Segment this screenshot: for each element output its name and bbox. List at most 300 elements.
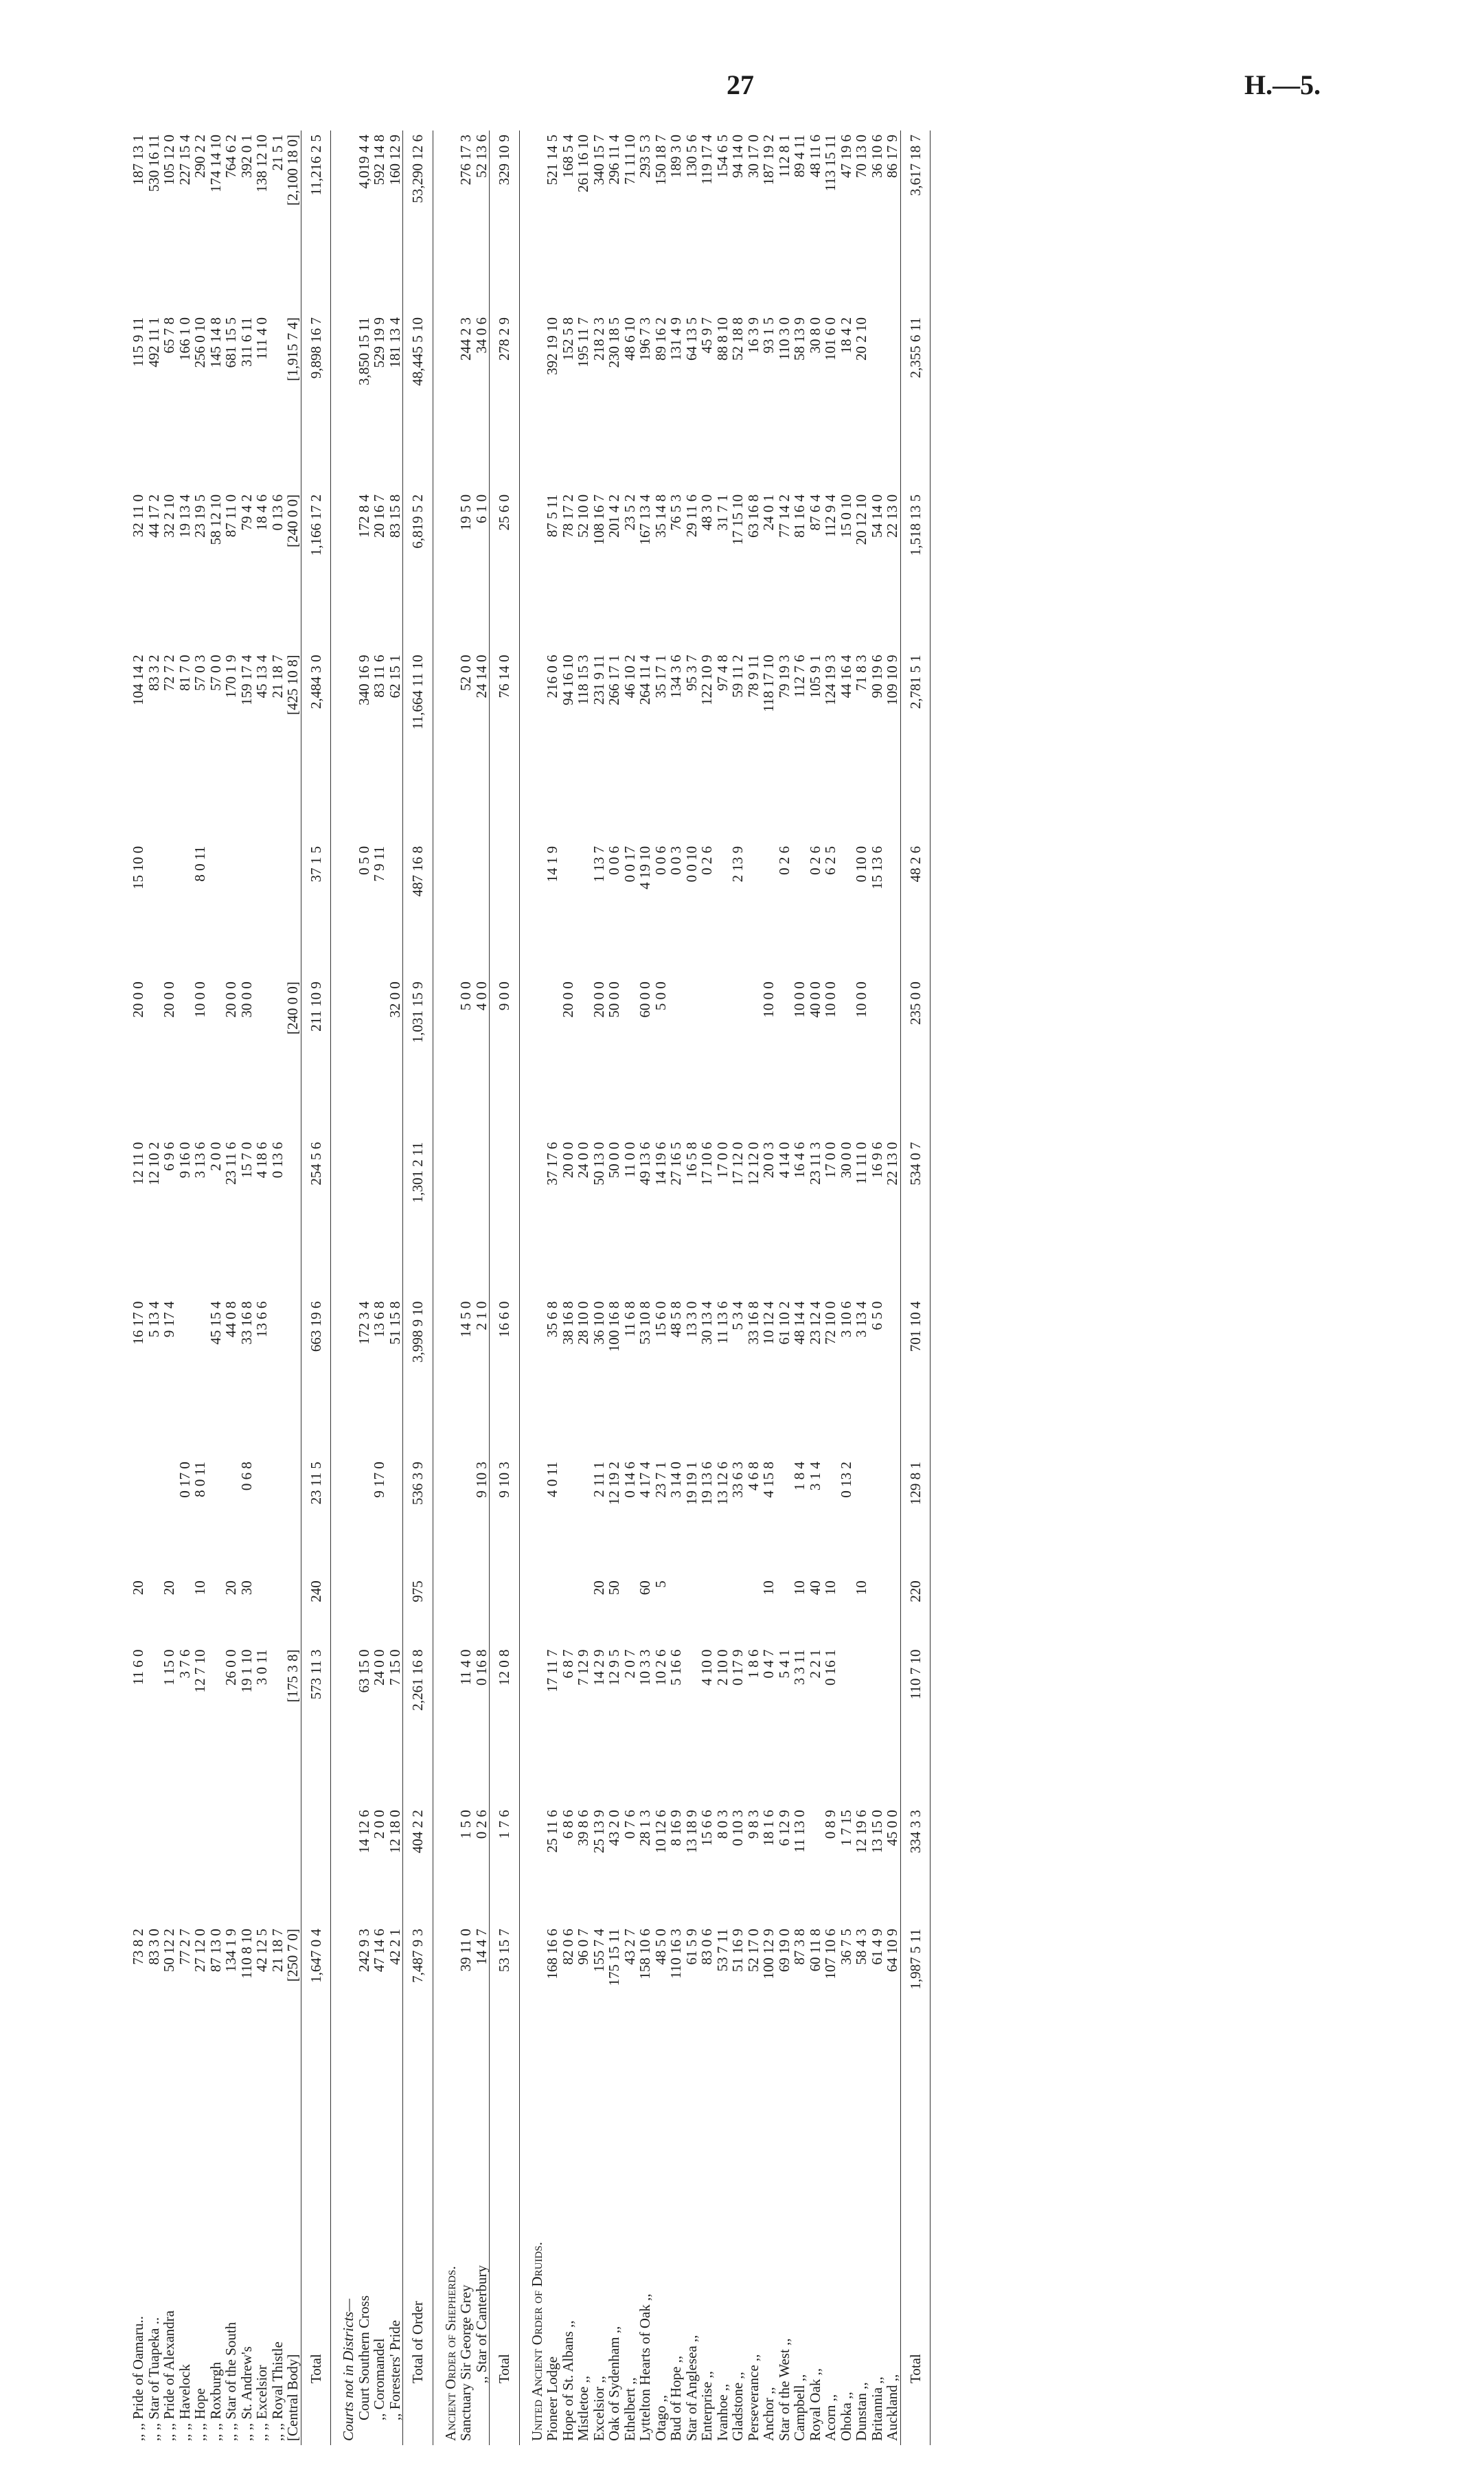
cell-col-11: 79 4 2 [238,494,255,531]
table-row [239,130,255,2445]
cell-col-10: 21 18 7 [269,655,286,699]
cell-col-12: 392 19 10 [544,317,560,376]
cell-col-8 [270,977,286,1138]
cell-col-11: 167 13 4 [637,494,653,545]
row-label: Bud of Hope ,, [667,2355,684,2441]
cell-col-10: 83 3 2 [145,655,162,691]
row-label: Ethelbert ,, [621,2377,638,2441]
cell-col-7: 30 0 0 [837,1142,854,1179]
table-row [622,130,638,2445]
cell-col-8: 20 0 0 [559,981,576,1018]
cell-col-3 [854,1646,869,1806]
cell-col-2 [270,1806,286,1925]
cell-col-6: 36 10 0 [590,1301,607,1345]
cell-col-4: 20 [130,1580,146,1596]
cell-col-12: 58 13 9 [791,317,808,361]
cell-col-12: 166 1 0 [176,317,193,361]
cell-col-7 [387,1138,403,1297]
cell-col-3: 17 11 7 [544,1649,560,1692]
cell-col-12 [331,313,356,490]
cell-col-2: 18 1 6 [760,1810,777,1846]
cell-col-8: 30 0 0 [238,981,255,1018]
cell-col-1: 1,987 5 11 [900,1925,931,2084]
cell-col-6: 5 13 4 [145,1301,162,1338]
cell-col-10: 44 16 4 [837,655,854,699]
cell-col-9: 4 19 10 [637,846,653,889]
cell-col-7 [474,1138,490,1297]
row-label: ,, ,, St. Andrew's [238,2346,255,2441]
cell-col-13: 276 17 3 [457,135,474,185]
cell-col-12: 256 0 10 [192,317,208,368]
cell-col-12: 181 13 4 [386,317,403,368]
cell-col-5: 0 6 8 [238,1462,255,1491]
cell-col-10: 94 16 10 [559,655,576,705]
cell-col-7: 6 9 6 [161,1142,177,1171]
cell-col-4 [146,1576,162,1645]
cell-col-9: 0 0 6 [652,846,669,875]
table-row [823,130,838,2445]
cell-col-2: 8 16 9 [667,1810,684,1846]
cell-col-12: 3,850 15 11 [355,317,372,385]
table-row [792,130,808,2445]
cell-col-6 [884,1297,900,1458]
cell-col-7: 12 12 0 [744,1142,762,1185]
cell-col-1: 42 2 1 [386,1929,403,1965]
cell-col-3: 2,261 16 8 [403,1646,433,1806]
cell-col-7: 4 14 0 [775,1142,792,1179]
cell-col-5: 2 11 1 [590,1462,607,1497]
cell-col-8: 40 0 0 [806,981,823,1018]
row-label: Royal Oak ,, [806,2368,823,2441]
cell-col-8 [575,977,591,1138]
cell-col-10: 52 0 0 [457,655,474,691]
cell-col-10: 216 0 6 [544,655,560,699]
cell-col-10: 118 17 10 [760,655,777,712]
cell-col-2 [254,1806,270,1925]
cell-col-2 [130,1806,146,1925]
cell-col-3: 110 7 10 [900,1646,931,1806]
cell-col-13: 168 5 4 [559,135,576,178]
cell-col-11: 29 11 6 [683,494,700,538]
cell-col-3: 5 16 6 [667,1649,684,1686]
cell-col-12: 244 2 3 [457,317,474,361]
row-label: Ohoka ,, [837,2392,854,2441]
cell-col-1: 77 2 7 [176,1929,193,1965]
cell-col-4 [474,1576,490,1645]
cell-col-9 [792,842,808,977]
cell-col-5: 4 0 11 [544,1462,560,1497]
cell-col-4 [285,1576,301,1645]
row-label: Oak of Sydenham ,, [606,2326,622,2441]
table-row [177,130,193,2445]
cell-col-7: 0 13 6 [269,1142,286,1179]
cell-col-1: 27 12 0 [192,1929,208,1973]
cell-col-10: 124 19 3 [822,655,838,705]
cell-col-12: 529 19 9 [371,317,387,368]
cell-col-8 [146,977,162,1138]
cell-col-8: 32 0 0 [386,981,403,1018]
cell-col-2: 0 10 3 [729,1810,746,1846]
cell-col-13: 150 18 7 [652,135,669,185]
row-label: Perseverance ,, [744,2354,762,2441]
cell-col-6: 100 16 8 [606,1301,622,1352]
cell-col-10: 266 17 1 [606,655,622,705]
cell-col-13: 47 19 6 [837,135,854,178]
cell-col-12: 681 15 5 [222,317,239,368]
cell-col-11: 6 1 0 [472,494,490,523]
cell-col-3 [208,1646,224,1806]
cell-col-13: 290 2 2 [192,135,208,178]
table-row [387,130,403,2445]
cell-col-4 [746,1576,762,1645]
cell-col-13: 48 11 6 [806,135,823,178]
cell-col-1: 53 15 7 [490,1925,520,2084]
cell-col-12: 195 11 7 [575,317,591,367]
cell-col-13: 71 11 10 [621,135,638,185]
table-row [560,130,576,2445]
cell-col-5: 13 12 6 [714,1462,731,1506]
cell-col-7: 24 0 0 [575,1142,591,1179]
cell-col-8 [433,977,458,1138]
row-label: ,, ,, Hope [192,2388,208,2441]
cell-col-1: 58 4 3 [853,1929,869,1965]
cell-col-12: 2,355 6 11 [900,313,931,490]
cell-col-9: 0 10 0 [853,846,869,883]
cell-col-2: 8 0 3 [714,1810,731,1839]
cell-col-2: 1 7 15 [837,1810,854,1846]
cell-col-3: 12 0 8 [490,1646,520,1806]
cell-col-8: 50 0 0 [606,981,622,1018]
cell-col-4 [777,1576,792,1645]
cell-col-11: 22 13 0 [884,494,900,538]
cell-col-3: 0 16 8 [472,1649,490,1686]
cell-col-10: 134 3 6 [667,655,684,699]
cell-col-11: 23 19 5 [192,494,208,538]
cell-col-13: 189 3 0 [667,135,684,178]
table-row [458,130,474,2445]
cell-col-13: 105 12 0 [161,135,177,185]
cell-col-9 [884,842,900,977]
table-row [684,130,700,2445]
cell-col-1: 83 0 6 [698,1929,715,1965]
cell-col-2: 0 2 6 [472,1810,490,1839]
section-header-row [433,130,458,2445]
row-label: Excelsior ,, [590,2375,607,2441]
total-row [900,130,931,2445]
row-label: ,, ,, Star of Tuapeka .. [145,2317,162,2441]
cell-col-9: 0 0 3 [667,846,684,875]
row-label: ,, Star of Canterbury [472,2265,490,2383]
table-row [270,130,286,2445]
cell-col-11: 172 8 4 [355,494,372,538]
cell-col-13: 293 5 3 [637,135,653,178]
cell-col-6 [192,1297,208,1458]
cell-col-6: 28 10 0 [575,1301,591,1345]
cell-col-2: 1 5 0 [457,1810,474,1839]
cell-col-9 [575,842,591,977]
row-label: Anchor ,, [760,2387,777,2441]
cell-col-8: 10 0 0 [192,981,208,1018]
cell-col-7: 49 13 6 [637,1142,653,1185]
cell-col-12: 145 14 8 [207,317,224,368]
cell-col-11: 15 0 10 [837,494,854,538]
cell-col-3: 0 17 9 [729,1649,746,1686]
cell-col-8 [177,977,193,1138]
cell-col-4 [372,1576,387,1645]
cell-col-13: 261 16 10 [575,135,591,192]
cell-col-11: 32 2 10 [161,494,177,538]
cell-col-2: 10 12 6 [652,1810,669,1854]
cell-col-6: 10 12 4 [760,1301,777,1345]
cell-col-2 [808,1806,823,1925]
cell-col-10: 95 3 7 [683,655,700,691]
cell-col-5 [161,1457,177,1576]
cell-col-7 [331,1138,356,1297]
cell-col-12: 93 1 5 [760,317,777,354]
cell-col-8 [545,977,560,1138]
cell-col-1: [250 7 0] [284,1929,301,1982]
cell-col-5 [560,1457,576,1576]
cell-col-10: 59 11 2 [729,655,746,698]
cell-col-1: 50 12 2 [161,1929,177,1973]
cell-col-1: 61 4 9 [868,1929,885,1965]
cell-col-3: 1 8 6 [744,1649,762,1679]
cell-col-1: 100 12 9 [760,1929,777,1979]
cell-col-12: 48 6 10 [621,317,638,361]
cell-col-2 [519,1806,545,1925]
cell-col-1: 36 7 5 [837,1929,854,1965]
cell-col-7: 27 16 5 [667,1142,684,1185]
cell-col-11: 48 3 0 [698,494,715,531]
cell-col-10: [425 10 8] [284,655,301,715]
cell-col-4 [387,1576,403,1645]
cell-col-9 [474,842,490,977]
cell-col-4 [715,1576,731,1645]
cell-col-5 [458,1457,474,1576]
cell-col-11: 112 9 4 [822,494,838,538]
cell-col-7: 254 5 6 [301,1138,331,1297]
cell-col-13: 113 15 11 [822,135,838,192]
row-label: ,, ,, Royal Thistle [269,2341,286,2441]
cell-col-7: 3 13 6 [192,1142,208,1179]
cell-col-8: 10 0 0 [791,981,808,1018]
cell-col-13 [433,130,458,313]
cell-col-1: 107 10 6 [822,1929,838,1979]
cell-col-3: 7 12 9 [575,1649,591,1686]
cell-col-5 [356,1457,372,1576]
cell-col-7: 1,301 2 11 [403,1138,433,1297]
cell-col-8: 20 0 0 [130,981,146,1018]
cell-col-9: 8 0 11 [192,846,208,882]
cell-col-2: 6 12 9 [775,1810,792,1846]
cell-col-10: 105 9 1 [806,655,823,699]
cell-col-6: 48 5 8 [667,1301,684,1338]
cell-col-5: 33 6 3 [729,1462,746,1498]
cell-col-11: 44 17 2 [145,494,162,538]
row-label: Acorn ,, [822,2394,838,2441]
cell-col-9 [433,842,458,977]
table-row [869,130,885,2445]
cell-col-6: 48 14 4 [791,1301,808,1345]
cell-col-1: 82 0 6 [559,1929,576,1965]
row-label: Pioneer Lodge [544,2356,560,2441]
cell-col-12: 48,445 5 10 [403,313,433,490]
cell-col-4: 10 [791,1580,808,1596]
cell-col-3 [270,1646,286,1806]
cell-col-8: 235 0 0 [900,977,931,1138]
statistics-table [130,130,931,2445]
cell-col-9 [146,842,162,977]
row-label: Auckland ,, [884,2374,900,2441]
cell-col-6: 45 15 4 [207,1301,224,1345]
cell-col-9 [746,842,762,977]
cell-col-1: 110 16 3 [667,1929,684,1979]
table-row [746,130,762,2445]
cell-col-8: [240 0 0] [284,981,301,1035]
cell-col-9: 0 2 6 [775,846,792,875]
cell-col-8 [884,977,900,1138]
cell-col-11 [519,490,545,651]
cell-col-13: 296 11 4 [606,135,622,185]
table-row [637,130,653,2445]
cell-col-3 [146,1646,162,1806]
cell-col-10: 118 15 3 [575,655,591,705]
cell-col-5 [433,1457,458,1576]
cell-col-2 [208,1806,224,1925]
cell-col-5 [223,1457,239,1576]
table-row [372,130,387,2445]
table-row [699,130,715,2445]
cell-col-13: 89 4 11 [791,135,808,178]
cell-col-3: 573 11 3 [301,1646,331,1806]
cell-col-11: 78 17 2 [559,494,576,538]
cell-col-9: 2 13 9 [729,846,746,883]
cell-col-6 [519,1297,545,1458]
cell-col-4 [838,1576,854,1645]
cell-col-13: 340 15 7 [590,135,607,185]
row-label: Star of Anglesea ,, [683,2335,700,2441]
cell-col-3: 6 8 7 [559,1649,576,1679]
cell-col-2: 25 11 6 [544,1810,560,1853]
cell-col-6 [331,1297,356,1458]
cell-col-1: 61 5 9 [683,1929,700,1965]
cell-col-4 [575,1576,591,1645]
cell-col-1: 43 2 7 [621,1929,638,1965]
row-label: ,, ,, Roxburgh [207,2361,224,2441]
cell-col-4 [458,1576,474,1645]
cell-col-7: 17 10 6 [698,1142,715,1185]
cell-col-13: 21 5 1 [269,135,286,171]
row-label: Ivanhoe ,, [714,2383,731,2441]
cell-col-12: 152 5 8 [559,317,576,361]
cell-col-11: 25 6 0 [490,490,520,651]
table-row [884,130,900,2445]
cell-col-2: 1 7 6 [490,1806,520,1925]
cell-col-11: 87 11 0 [222,494,239,538]
cell-col-13: 764 6 2 [222,135,239,178]
cell-col-7: 20 0 0 [559,1142,576,1179]
cell-col-12: 64 13 5 [683,317,700,361]
cell-col-9: 37 1 5 [301,842,331,977]
cell-col-4: 20 [161,1580,177,1596]
row-label: Mistletoe ,, [575,2375,591,2441]
table-row [192,130,208,2445]
cell-col-7: 12 10 2 [145,1142,162,1185]
cell-col-10: 264 11 4 [637,655,653,705]
cell-col-11: 31 7 1 [714,494,731,531]
cell-col-3: 12 9 5 [606,1649,622,1686]
cell-col-4: 220 [900,1576,931,1645]
cell-col-7: 11 0 0 [621,1142,638,1178]
cell-col-6: 16 17 0 [130,1301,146,1345]
cell-col-6: 6 5 0 [868,1301,885,1330]
table-row [285,130,301,2445]
cell-col-10: 104 14 2 [130,655,146,705]
cell-col-10 [433,650,458,841]
cell-col-4 [730,1576,746,1645]
cell-col-1: 168 16 6 [544,1929,560,1979]
row-label: ,, ,, Pride of Alexandra [161,2310,177,2441]
cell-col-13: 227 15 4 [176,135,193,185]
cell-col-6: 53 10 8 [637,1301,653,1345]
cell-col-13: 592 14 8 [371,135,387,185]
cell-col-1: 73 8 2 [130,1929,146,1965]
cell-col-4: 20 [222,1580,239,1596]
cell-col-3: 11 6 0 [130,1649,146,1686]
cell-col-4 [270,1576,286,1645]
cell-col-9 [715,842,731,977]
cell-col-7: 17 12 0 [729,1142,746,1185]
cell-col-2 [177,1806,193,1925]
cell-col-10: 76 14 0 [490,650,520,841]
cell-col-13: 130 5 6 [683,135,700,178]
cell-col-3: 19 1 10 [238,1649,255,1693]
cell-col-9 [208,842,224,977]
cell-col-5 [270,1457,286,1576]
cell-col-10: 112 7 6 [791,655,808,698]
cell-col-2: 12 19 6 [853,1810,869,1854]
table-row [808,130,823,2445]
cell-col-6: 3 10 6 [837,1301,854,1338]
cell-col-5 [854,1457,869,1576]
cell-col-1: 158 10 6 [637,1929,653,1979]
cell-col-6 [270,1297,286,1458]
cell-col-2: 25 13 9 [590,1810,607,1854]
cell-col-12: [1,915 7 4] [284,317,301,381]
cell-col-8: 5 0 0 [457,981,474,1011]
cell-col-12: 196 7 3 [637,317,653,361]
cell-col-1: 7,487 9 3 [403,1925,433,2084]
table-row [653,130,669,2445]
cell-col-6: 16 6 0 [490,1297,520,1458]
row-label: Court Southern Cross [355,2295,372,2420]
cell-col-8 [730,977,746,1138]
cell-col-5: 4 6 8 [744,1462,762,1491]
cell-col-1: 60 11 8 [806,1929,823,1972]
table-row [854,130,869,2445]
cell-col-5: 4 17 4 [637,1462,653,1498]
row-label: Enterprise ,, [698,2370,715,2441]
cell-col-5 [387,1457,403,1576]
cell-col-12: 45 9 7 [698,317,715,354]
cell-col-1: 52 17 0 [744,1929,762,1973]
cell-col-3 [884,1646,900,1806]
cell-col-10 [331,650,356,841]
cell-col-6 [433,1297,458,1458]
cell-col-10: 11,664 11 10 [403,650,433,841]
cell-col-4: 10 [822,1580,838,1596]
cell-col-11: 35 14 8 [652,494,669,538]
